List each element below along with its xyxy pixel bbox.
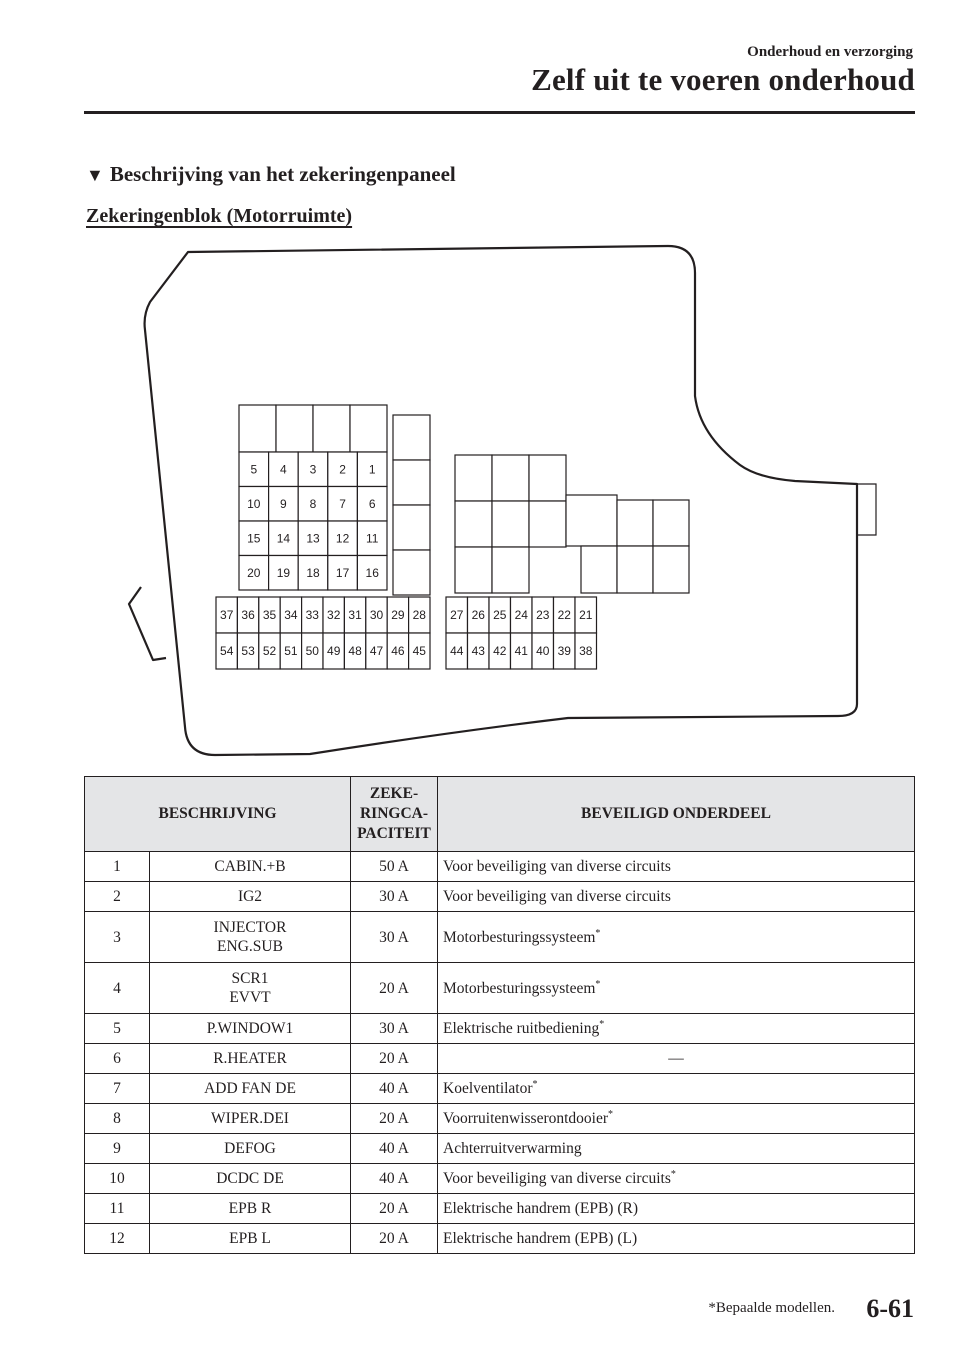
relay-box: [653, 546, 689, 593]
fuse-number: 1: [85, 852, 150, 882]
fuse-label: 26: [471, 608, 485, 622]
fuse-label: 8: [309, 496, 317, 511]
col-header-capacity: [351, 777, 438, 852]
protected-part: [438, 1224, 915, 1254]
fuse-label: 46: [391, 644, 405, 658]
fuse-label: 53: [241, 644, 255, 658]
col-header-protected-part: BEVEILIGD ONDERDEEL: [438, 777, 915, 852]
fuse-block-left-tab: [129, 587, 166, 660]
fuse-label: 27: [450, 608, 464, 622]
fuse-label: 23: [536, 608, 550, 622]
section-title-text: Beschrijving van het zekeringenpaneel: [109, 162, 456, 186]
fuse-label: 47: [369, 644, 384, 658]
protected-part: [438, 852, 915, 882]
footnote-asterisk: *: [599, 1018, 605, 1030]
table-row: [85, 1104, 915, 1134]
fuse-capacity: 50 A: [351, 852, 438, 882]
fuse-description-line2: EVVT: [229, 989, 271, 1006]
fuse-capacity: 40 A: [351, 1134, 438, 1164]
relay-box: [455, 501, 492, 547]
fuse-description-line1: P.WINDOW1: [206, 1020, 294, 1037]
relay-box: [393, 505, 430, 550]
footnote-asterisk: *: [532, 1078, 538, 1090]
fuse-number: 11: [85, 1194, 150, 1224]
fuse-label: 54: [220, 644, 234, 658]
fuse-description-line1: EPB L: [229, 1230, 271, 1247]
fuse-description: [150, 1134, 351, 1164]
protected-part-text: Elektrische handrem (EPB) (R): [443, 1200, 638, 1217]
fuse-label: 24: [514, 608, 528, 622]
page-title: Zelf uit te voeren onderhoud: [531, 62, 915, 97]
fuse-number: 5: [85, 1014, 150, 1044]
fuse-label: 38: [579, 644, 593, 658]
fuse-label: 2: [339, 462, 346, 477]
fuse-number: 2: [85, 882, 150, 912]
protected-part-text: Voor beveiliging van diverse circuits: [443, 858, 671, 875]
fuse-description: [150, 963, 351, 1014]
fuse-description: [150, 1194, 351, 1224]
fuse-label: 14: [276, 531, 291, 546]
fuse-description: [150, 882, 351, 912]
fuse-label: 28: [412, 608, 426, 622]
fuse-label: 37: [220, 608, 234, 622]
fuse-label: 22: [557, 608, 571, 622]
footnote: *Bepaalde modellen.: [708, 1300, 835, 1316]
protected-part-text: Achterruitverwarming: [443, 1140, 582, 1157]
table-row: [85, 1224, 915, 1254]
fuse-number: 3: [85, 912, 150, 963]
fuse-label: 40: [536, 644, 550, 658]
fuse-capacity: 40 A: [351, 1164, 438, 1194]
protected-part: [438, 963, 915, 1014]
relay-box: [492, 455, 529, 501]
relay-box: [455, 547, 492, 593]
protected-part: [438, 912, 915, 963]
table-row: [85, 1134, 915, 1164]
fuse-description-line1: EPB R: [228, 1200, 272, 1217]
chapter-label: Onderhoud en verzorging: [747, 44, 913, 60]
fuse-description-line1: CABIN.+B: [214, 858, 286, 875]
fuse-label: 43: [471, 644, 485, 658]
protected-part-text: Voor beveiliging van diverse circuits: [443, 888, 671, 905]
fuse-label: 21: [579, 608, 593, 622]
fuse-label: 49: [327, 644, 341, 658]
table-row: [85, 882, 915, 912]
fuse-label: 18: [306, 565, 320, 580]
relay-box: [393, 415, 430, 460]
relay-box: [581, 546, 617, 593]
protected-part: [438, 1194, 915, 1224]
fuse-label: 4: [280, 462, 287, 477]
fuse-label: 17: [335, 565, 350, 580]
relay-box: [566, 495, 617, 546]
table-row: [85, 1044, 915, 1074]
fuse-label: 6: [368, 496, 376, 511]
fuse-number: 12: [85, 1224, 150, 1254]
fuse-capacity: 30 A: [351, 912, 438, 963]
fuse-description: [150, 1044, 351, 1074]
footnote-asterisk: *: [670, 1168, 676, 1180]
fuse-label: 16: [365, 565, 379, 580]
fuse-capacity: 20 A: [351, 1044, 438, 1074]
table-row: [85, 1074, 915, 1104]
protected-part: [438, 1044, 915, 1074]
col-header-description: BESCHRIJVING: [85, 777, 351, 852]
fuse-label: 1: [368, 462, 376, 477]
fuse-capacity: 30 A: [351, 882, 438, 912]
relay-box: [455, 455, 492, 501]
fuse-capacity: 30 A: [351, 1014, 438, 1044]
protected-part-text: Voor beveiliging van diverse circuits: [443, 1170, 671, 1187]
fuse-label: 15: [247, 531, 261, 546]
section-title: [86, 162, 456, 187]
relay-box: [393, 550, 430, 595]
fuse-label: 48: [348, 644, 362, 658]
fuse-label: 20: [247, 565, 261, 580]
fuse-label: 50: [305, 644, 319, 658]
protected-part-text: Motorbesturingssysteem: [443, 928, 596, 946]
fuse-description: [150, 852, 351, 882]
fuse-label: 34: [284, 608, 298, 622]
protected-part-text: Voorruitenwisserontdooier: [443, 1110, 609, 1127]
fuse-label: 19: [276, 565, 291, 580]
fuse-description-line1: ADD FAN DE: [204, 1080, 296, 1097]
fuse-description-line1: R.HEATER: [213, 1050, 287, 1067]
fuse-label: 45: [412, 644, 426, 658]
fuse-description-line2: ENG.SUB: [217, 938, 283, 955]
fuse-label: 12: [335, 531, 350, 546]
relay-box: [276, 405, 313, 452]
fuse-label: 41: [514, 644, 528, 658]
fuse-number: 9: [85, 1134, 150, 1164]
fuse-label: 35: [262, 608, 277, 622]
relay-box: [653, 500, 689, 546]
fuse-description: [150, 912, 351, 963]
fuse-table: [84, 776, 915, 1254]
protected-part-text: Elektrische ruitbediening: [443, 1020, 600, 1037]
fuse-description: [150, 1074, 351, 1104]
fuse-description-line1: INJECTOR: [213, 919, 287, 936]
header-rule: [84, 111, 915, 114]
relay-box: [313, 405, 350, 452]
fuse-description-line1: SCR1: [231, 970, 269, 987]
protected-part: [438, 1104, 915, 1134]
protected-part: [438, 1014, 915, 1044]
col-header-capacity-line3: PACITEIT: [357, 825, 431, 842]
fuse-label: 10: [247, 496, 261, 511]
fuse-label: 39: [557, 644, 571, 658]
table-row: [85, 852, 915, 882]
table-row: [85, 1164, 915, 1194]
relay-box: [529, 455, 566, 501]
fuse-label: 3: [309, 462, 317, 477]
relay-box: [617, 546, 653, 593]
fuse-number: 8: [85, 1104, 150, 1134]
fuse-block-diagram: [0, 230, 960, 770]
fuse-label: 30: [369, 608, 384, 622]
fuse-number: 4: [85, 963, 150, 1014]
fuse-number: 10: [85, 1164, 150, 1194]
fuse-label: 52: [262, 644, 277, 658]
footnote-asterisk: *: [595, 978, 601, 990]
relay-box: [492, 501, 529, 547]
table-row: [85, 963, 915, 1014]
fuse-capacity: 20 A: [351, 1194, 438, 1224]
protected-part-text: Koelventilator: [443, 1080, 533, 1097]
footnote-asterisk: *: [608, 1108, 614, 1120]
fuse-label: 29: [391, 608, 405, 622]
fuse-label: 51: [284, 644, 298, 658]
fuse-label: 36: [241, 608, 255, 622]
fuse-description-line1: DCDC DE: [216, 1170, 284, 1187]
protected-part-text: Elektrische handrem (EPB) (L): [443, 1230, 638, 1247]
fuse-description-line1: WIPER.DEI: [211, 1110, 289, 1127]
fuse-label: 9: [280, 496, 287, 511]
page-number: 6-61: [866, 1294, 914, 1323]
fuse-capacity: 20 A: [351, 1224, 438, 1254]
fuse-number: 7: [85, 1074, 150, 1104]
table-row: [85, 912, 915, 963]
protected-part: [438, 882, 915, 912]
fuse-capacity: 20 A: [351, 963, 438, 1014]
col-header-capacity-line2: RINGCA-: [359, 805, 429, 822]
protected-part-text: —: [668, 1050, 684, 1067]
fuse-description-line1: IG2: [237, 888, 263, 905]
fuse-description: [150, 1164, 351, 1194]
fuse-label: 25: [493, 608, 507, 622]
protected-part-text: Motorbesturingssysteem: [443, 979, 596, 997]
relay-box: [239, 405, 276, 452]
table-row: [85, 1014, 915, 1044]
fuse-description: [150, 1104, 351, 1134]
protected-part: [438, 1164, 915, 1194]
fuse-description-line1: DEFOG: [224, 1140, 276, 1157]
table-row: [85, 1194, 915, 1224]
fuse-label: 42: [493, 644, 507, 658]
protected-part: [438, 1134, 915, 1164]
relay-box: [393, 460, 430, 505]
fuse-label: 7: [339, 496, 346, 511]
protected-part: [438, 1074, 915, 1104]
fuse-label: 5: [250, 462, 258, 477]
fuse-label: 33: [305, 608, 319, 622]
col-header-capacity-line1: ZEKE-: [369, 785, 419, 802]
fuse-label: 13: [306, 531, 320, 546]
footnote-asterisk: *: [595, 927, 601, 939]
relay-box: [350, 405, 387, 452]
fuse-description: [150, 1224, 351, 1254]
relay-box: [617, 500, 653, 546]
fuse-capacity: 20 A: [351, 1104, 438, 1134]
subsection-title: Zekeringenblok (Motorruimte): [86, 205, 353, 227]
fuse-label: 32: [327, 608, 341, 622]
fuse-number: 6: [85, 1044, 150, 1074]
fuse-label: 11: [365, 531, 379, 546]
fuse-label: 44: [450, 644, 464, 658]
fuse-capacity: 40 A: [351, 1074, 438, 1104]
fuse-block-right-tab: [857, 484, 876, 535]
triangle-marker-icon: ▼: [86, 165, 104, 185]
fuse-description: [150, 1014, 351, 1044]
fuse-label: 31: [348, 608, 362, 622]
relay-box: [492, 547, 529, 593]
relay-box: [529, 501, 566, 547]
